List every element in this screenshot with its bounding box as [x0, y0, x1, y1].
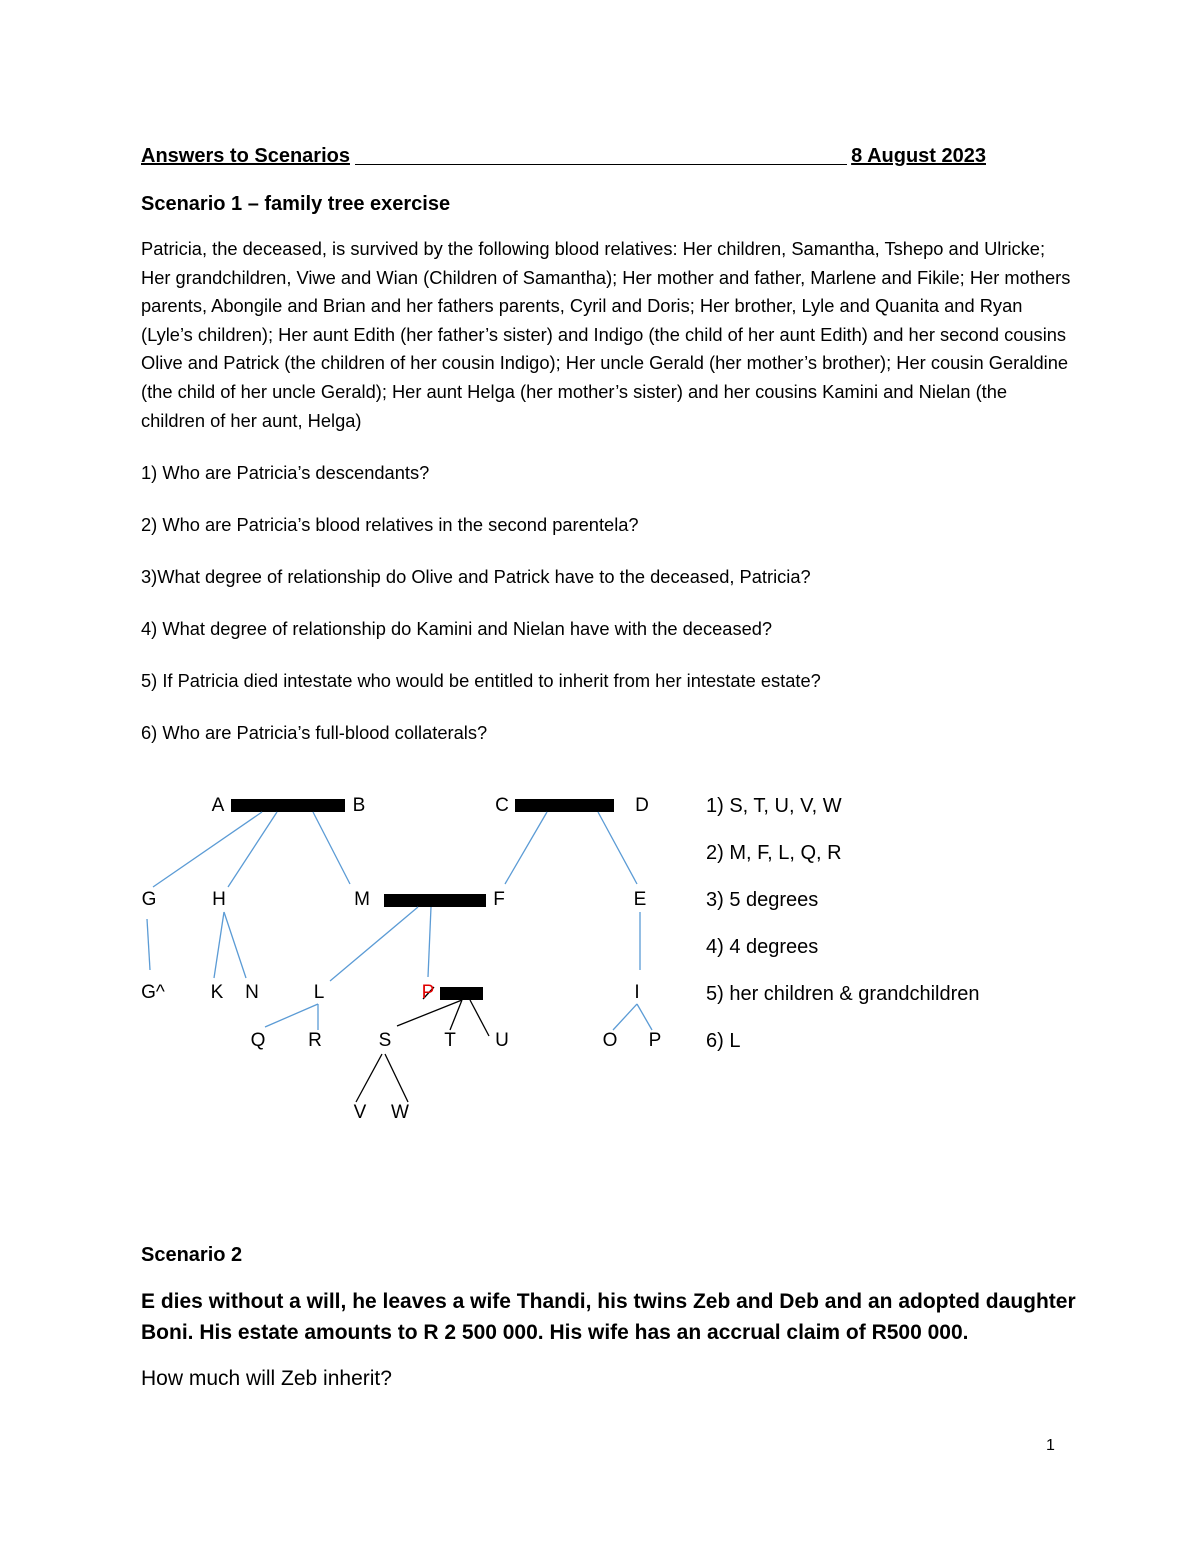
answer-6: 6) L [706, 1030, 741, 1052]
answer-3: 3) 5 degrees [706, 889, 819, 911]
family-tree-lines [0, 770, 1200, 1150]
tree-node-q: Q [250, 1030, 266, 1051]
line-mf-l [330, 907, 418, 981]
tree-node-g-caret: G^ [141, 982, 165, 1003]
scenario-2-text: E dies without a will, he leaves a wife Thandi, his twins Zeb and Deb and an adopted daughter Boni. His estate amounts to R 2 500 000. His wife has an accrual claim of R500 000. [141, 1290, 1076, 1344]
line-g-g2 [147, 919, 150, 970]
line-i-p [637, 1004, 652, 1030]
line-ab-g [153, 812, 262, 887]
tree-node-f: F [493, 889, 505, 910]
tree-node-d: D [635, 795, 649, 816]
line-p-u [470, 1000, 489, 1036]
answer-2: 2) M, F, L, Q, R [706, 842, 842, 864]
tree-node-b: B [352, 795, 366, 816]
line-h-n [224, 912, 246, 978]
question-4: 4) What degree of relationship do Kamini and Nielan have with the deceased? [141, 618, 773, 639]
tree-node-s: S [378, 1030, 392, 1051]
page-number: 1 [1046, 1437, 1055, 1454]
question-5: 5) If Patricia died intestate who would be entitled to inherit from her intestate estate? [141, 670, 821, 691]
tree-node-w: W [391, 1102, 409, 1123]
header-underline-rule [355, 164, 847, 165]
tree-node-e: E [633, 889, 647, 910]
tree-node-c: C [495, 795, 509, 816]
question-2: 2) Who are Patricia’s blood relatives in the second parentela? [141, 514, 639, 535]
tree-node-k: K [210, 982, 224, 1003]
tree-node-n: N [245, 982, 259, 1003]
line-i-o [613, 1004, 637, 1030]
document-date: 8 August 2023 [851, 145, 986, 167]
answer-1: 1) S, T, U, V, W [706, 795, 842, 817]
tree-node-g: G [141, 889, 157, 910]
scenario-1-title: Scenario 1 – family tree exercise [141, 193, 451, 215]
question-6: 6) Who are Patricia’s full-blood collaterals? [141, 722, 488, 743]
line-cd-f [505, 812, 547, 884]
marriage-bar-p [440, 987, 483, 1000]
tree-node-p-patricia: P [421, 982, 435, 1003]
line-ab-m [313, 812, 350, 884]
tree-node-m: M [354, 889, 370, 910]
line-l-q [265, 1004, 318, 1027]
line-cd-e [598, 812, 637, 884]
tree-node-v: V [353, 1102, 367, 1123]
tree-node-r: R [308, 1030, 322, 1051]
line-ab-h [228, 812, 277, 887]
scenario-2-title: Scenario 2 [141, 1244, 243, 1266]
tree-node-l: L [313, 982, 325, 1003]
question-3: 3)What degree of relationship do Olive and Patrick have to the deceased, Patricia? [141, 566, 811, 587]
document-title: Answers to Scenarios [141, 145, 350, 167]
marriage-bar-m-f [384, 894, 486, 907]
scenario-2-question: How much will Zeb inherit? [141, 1367, 392, 1390]
answer-4: 4) 4 degrees [706, 936, 819, 958]
tree-node-u: U [495, 1030, 509, 1051]
tree-node-p-second: P [648, 1030, 662, 1051]
question-1: 1) Who are Patricia’s descendants? [141, 462, 430, 483]
line-mf-p [428, 907, 431, 977]
tree-node-a: A [211, 795, 225, 816]
family-tree-diagram [0, 770, 1200, 1150]
marriage-bar-c-d [515, 799, 614, 812]
tree-node-i: I [634, 982, 640, 1003]
tree-node-t: T [444, 1030, 456, 1051]
tree-node-o: O [602, 1030, 618, 1051]
scenario-1-paragraph: Patricia, the deceased, is survived by the following blood relatives: Her children, Samantha, Tshepo and Ulricke; Her grandchildren, Viwe and Wian (Children of Samantha); Her mother and father, Marlene and Fikile; Her mothers parents, Abongile and Brian and her fathers parents, Cyril and Doris; Her brother, Lyle and Quanita and Ryan (Lyle’s children); Her aunt Edith (her father’s sister) and Indigo (the child of her aunt Edith) and her second cousins Olive and Patrick (the children of her cousin Indigo); Her uncle Gerald (her mother’s brother); Her cousin Geraldine (the child of her uncle Gerald); Her aunt Helga (her mother’s sister) and her cousins Kamini and Nielan (the children of her aunt, Helga) [141, 238, 1071, 431]
line-h-k [214, 912, 224, 978]
tree-node-h: H [212, 889, 226, 910]
answer-5: 5) her children & grandchildren [706, 983, 980, 1005]
document-header [141, 142, 986, 170]
marriage-bar-a-b [231, 799, 345, 812]
line-s-v [356, 1054, 382, 1102]
line-s-w [385, 1054, 408, 1102]
